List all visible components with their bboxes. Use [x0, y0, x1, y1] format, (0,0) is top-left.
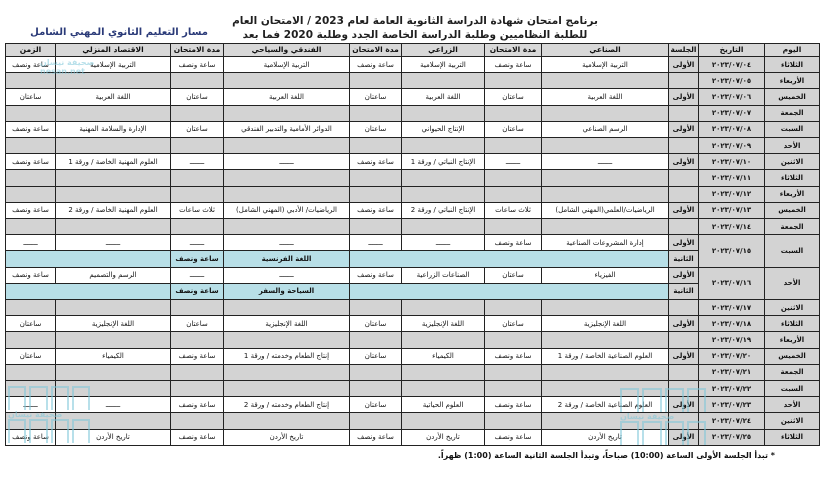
- subject-cell: التربية الإسلامية: [402, 57, 485, 73]
- subject-cell: [171, 381, 224, 397]
- subject-cell: [171, 332, 224, 348]
- subject-cell: [6, 138, 56, 154]
- subject-cell: [6, 219, 56, 235]
- subject-cell: [402, 105, 485, 121]
- subject-cell: [171, 170, 224, 186]
- subject-cell: [402, 364, 485, 380]
- subject-cell: تاريخ الأردن: [402, 429, 485, 445]
- subject-cell: [224, 364, 350, 380]
- subject-cell: اللغة العربية: [402, 89, 485, 105]
- day-cell: الثلاثاء: [765, 57, 820, 73]
- date-cell: ٢٠٢٣/٠٧/٢٤: [699, 413, 765, 429]
- subject-cell: [56, 219, 171, 235]
- subject-cell: العلوم الحياتية: [402, 397, 485, 413]
- subject-cell: [224, 170, 350, 186]
- date-cell: ٢٠٢٣/٠٧/١٠: [699, 154, 765, 170]
- subject-cell: [350, 251, 669, 267]
- subject-cell: [350, 413, 402, 429]
- session-cell: الأولى: [669, 121, 699, 137]
- day-cell: الخميس: [765, 89, 820, 105]
- subject-cell: [56, 332, 171, 348]
- day-cell: السبت: [765, 381, 820, 397]
- date-cell: ٢٠٢٣/٠٧/٠٥: [699, 73, 765, 89]
- subject-cell: [350, 300, 402, 316]
- subject-cell: [485, 219, 542, 235]
- column-header: اليوم: [765, 44, 820, 57]
- subject-cell: [350, 186, 402, 202]
- table-row: [6, 219, 820, 235]
- subject-cell: [542, 186, 669, 202]
- column-header: الزراعي: [402, 44, 485, 57]
- day-cell: الاثنين: [765, 413, 820, 429]
- column-header: الزمن: [6, 44, 56, 57]
- subject-cell: العلوم المهنية الخاصة / ورقة 2: [56, 202, 171, 218]
- date-cell: ٢٠٢٣/٠٧/١٧: [699, 300, 765, 316]
- subject-cell: الفيزياء: [542, 267, 669, 283]
- subject-cell: ساعتان: [350, 121, 402, 137]
- subject-cell: اللغة الإنجليزية: [542, 316, 669, 332]
- subject-cell: [542, 138, 669, 154]
- table-row: [6, 332, 820, 348]
- subject-cell: ساعة ونصف: [485, 235, 542, 251]
- watermark-logo-bottom-left: صحيفة نيسان: [8, 386, 90, 443]
- subject-cell: التربية الإسلامية: [56, 57, 171, 73]
- subject-cell: ساعة ونصف: [350, 429, 402, 445]
- subject-cell: ساعتان: [171, 121, 224, 137]
- date-cell: ٢٠٢٣/٠٧/١٩: [699, 332, 765, 348]
- subject-cell: [402, 332, 485, 348]
- exam-schedule-table: [5, 43, 820, 446]
- subject-cell: [542, 73, 669, 89]
- subject-cell: [56, 170, 171, 186]
- subject-cell: إنتاج الطعام وخدمته / ورقة 1: [224, 348, 350, 364]
- watermark-logo-bottom-right: صحيفة نيسان: [620, 388, 706, 445]
- subject-cell: [224, 105, 350, 121]
- subject-cell: [224, 332, 350, 348]
- session-cell: الأولى: [669, 397, 699, 413]
- column-header: التاريخ: [699, 44, 765, 57]
- date-cell: ٢٠٢٣/٠٧/١٤: [699, 219, 765, 235]
- subject-cell: [350, 283, 669, 299]
- table-row: [6, 105, 820, 121]
- subject-cell: [542, 364, 669, 380]
- subject-cell: ساعة ونصف: [171, 429, 224, 445]
- day-cell: الأربعاء: [765, 73, 820, 89]
- subject-cell: [350, 105, 402, 121]
- subject-cell: [485, 364, 542, 380]
- column-header: مدة الامتحان: [171, 44, 224, 57]
- date-cell: ٢٠٢٣/٠٧/٢٠: [699, 348, 765, 364]
- day-cell: الثلاثاء: [765, 170, 820, 186]
- subject-cell: ساعتان: [6, 348, 56, 364]
- subject-cell: الكيمياء: [56, 348, 171, 364]
- subject-cell: الدوائر الأمامية والتدبير الفندقي: [224, 121, 350, 137]
- subject-cell: ساعتان: [171, 316, 224, 332]
- subject-cell: [171, 219, 224, 235]
- subject-cell: [224, 300, 350, 316]
- session-cell: الأولى: [669, 267, 699, 283]
- date-cell: ٢٠٢٣/٠٧/٢٣: [699, 397, 765, 413]
- subject-cell: ساعة ونصف: [350, 267, 402, 283]
- subject-cell: ساعتان: [350, 348, 402, 364]
- session-cell: [669, 105, 699, 121]
- date-cell: ٢٠٢٣/٠٧/٠٤: [699, 57, 765, 73]
- day-cell: الأحد: [765, 267, 820, 299]
- session-cell: [669, 332, 699, 348]
- date-cell: ٢٠٢٣/٠٧/٠٨: [699, 121, 765, 137]
- table-row: [6, 348, 820, 364]
- subject-cell: [224, 73, 350, 89]
- subject-cell: [542, 219, 669, 235]
- subject-cell: الإنتاج الحيواني: [402, 121, 485, 137]
- table-row: [6, 121, 820, 137]
- subject-cell: [171, 413, 224, 429]
- subject-cell: ساعة ونصف: [171, 57, 224, 73]
- subject-cell: إنتاج الطعام وخدمته / ورقة 2: [224, 397, 350, 413]
- subject-cell: التربية الإسلامية: [224, 57, 350, 73]
- subject-cell: ساعتان: [485, 316, 542, 332]
- table-row-second-session: [6, 251, 820, 267]
- subject-cell: [6, 364, 56, 380]
- table-header-row: [6, 44, 820, 57]
- subject-cell: تاريخ الأردن: [542, 429, 669, 445]
- table-row: [6, 138, 820, 154]
- subject-cell: [485, 300, 542, 316]
- subject-cell: [485, 413, 542, 429]
- title-line-1: برنامج امتحان شهادة الدراسة الثانوية العامة لعام 2023 / الامتحان العام: [232, 15, 598, 27]
- session-cell: الأولى: [669, 429, 699, 445]
- session-cell: الأولى: [669, 89, 699, 105]
- subject-cell: الإنتاج النباتي / ورقة 2: [402, 202, 485, 218]
- subject-cell: [56, 105, 171, 121]
- date-cell: ٢٠٢٣/٠٧/٢٢: [699, 381, 765, 397]
- day-cell: الاثنين: [765, 154, 820, 170]
- session-cell: [669, 364, 699, 380]
- day-cell: الأربعاء: [765, 332, 820, 348]
- subject-cell: [171, 138, 224, 154]
- session-cell: الثانية: [669, 283, 699, 299]
- session-cell: الأولى: [669, 202, 699, 218]
- subject-cell: ساعة ونصف: [6, 429, 56, 445]
- subject-cell: العلوم الصناعية الخاصة / ورقة 2: [542, 397, 669, 413]
- subject-cell: [402, 73, 485, 89]
- subject-cell: ـــــــ: [56, 397, 171, 413]
- session-cell: [669, 186, 699, 202]
- subject-cell: ساعتان: [485, 121, 542, 137]
- subject-cell: ساعة ونصف: [6, 121, 56, 137]
- table-row: [6, 170, 820, 186]
- subject-cell: [402, 138, 485, 154]
- subject-cell: [542, 300, 669, 316]
- subject-cell: ـــــــ: [56, 235, 171, 251]
- subject-cell: الرياضيات/العلمي(المهني الشامل): [542, 202, 669, 218]
- day-cell: السبت: [765, 121, 820, 137]
- subject-cell: [402, 300, 485, 316]
- second-session-duration: ساعة ونصف: [171, 283, 224, 299]
- subject-cell: ساعة ونصف: [485, 348, 542, 364]
- session-cell: الأولى: [669, 154, 699, 170]
- date-cell: ٢٠٢٣/٠٧/٠٦: [699, 89, 765, 105]
- date-cell: ٢٠٢٣/٠٧/٢١: [699, 364, 765, 380]
- subject-cell: ساعتان: [6, 89, 56, 105]
- subject-cell: [350, 170, 402, 186]
- session-cell: الثانية: [669, 251, 699, 267]
- column-header: مدة الامتحان: [350, 44, 402, 57]
- subject-cell: [56, 364, 171, 380]
- table-row: [6, 186, 820, 202]
- subject-cell: [6, 170, 56, 186]
- subject-cell: ـــــــ: [171, 235, 224, 251]
- session-cell: الأولى: [669, 235, 699, 251]
- date-cell: ٢٠٢٣/٠٧/٢٥: [699, 429, 765, 445]
- subject-cell: ـــــــ: [485, 154, 542, 170]
- subject-cell: [171, 105, 224, 121]
- subject-cell: [485, 170, 542, 186]
- second-session-subject: السياحة والسفر: [224, 283, 350, 299]
- day-cell: الأربعاء: [765, 186, 820, 202]
- subject-cell: ـــــــ: [350, 235, 402, 251]
- track-line-1: مسار التعليم الثانوي المهني الشامل: [30, 27, 208, 38]
- subject-cell: ثلاث ساعات: [485, 202, 542, 218]
- subject-cell: ـــــــ: [402, 235, 485, 251]
- subject-cell: الصناعات الزراعية: [402, 267, 485, 283]
- subject-cell: العلوم المهنية الخاصة / ورقة 1: [56, 154, 171, 170]
- subject-cell: اللغة العربية: [542, 89, 669, 105]
- subject-cell: الرسم والتصميم: [56, 267, 171, 283]
- table-row: [6, 235, 820, 251]
- day-cell: الاثنين: [765, 300, 820, 316]
- subject-cell: [224, 219, 350, 235]
- table-row: [6, 202, 820, 218]
- subject-cell: ـــــــ: [224, 154, 350, 170]
- subject-cell: ساعة ونصف: [485, 57, 542, 73]
- subject-cell: اللغة العربية: [56, 89, 171, 105]
- column-header: مدة الامتحان: [485, 44, 542, 57]
- watermark-logo: صحيفة نيسان nesan.net: [40, 58, 95, 76]
- subject-cell: الكيمياء: [402, 348, 485, 364]
- session-cell: [669, 73, 699, 89]
- subject-cell: ـــــــ: [542, 154, 669, 170]
- subject-cell: [224, 138, 350, 154]
- subject-cell: ـــــــ: [6, 397, 56, 413]
- column-header: الصناعي: [542, 44, 669, 57]
- table-row: [6, 267, 820, 283]
- session-cell: الأولى: [669, 57, 699, 73]
- subject-cell: [350, 381, 402, 397]
- session-cell: الأولى: [669, 316, 699, 332]
- subject-cell: ساعتان: [6, 316, 56, 332]
- subject-cell: ساعة ونصف: [485, 429, 542, 445]
- subject-cell: [56, 186, 171, 202]
- subject-cell: [6, 251, 171, 267]
- subject-cell: [350, 219, 402, 235]
- subject-cell: ساعتان: [350, 89, 402, 105]
- subject-cell: ساعة ونصف: [6, 154, 56, 170]
- subject-cell: ـــــــ: [6, 235, 56, 251]
- subject-cell: ثلاث ساعات: [171, 202, 224, 218]
- subject-cell: ـــــــ: [171, 154, 224, 170]
- day-cell: الخميس: [765, 202, 820, 218]
- subject-cell: [542, 105, 669, 121]
- subject-cell: الإدارة والسلامة المهنية: [56, 121, 171, 137]
- subject-cell: اللغة الإنجليزية: [56, 316, 171, 332]
- day-cell: الجمعة: [765, 105, 820, 121]
- day-cell: الثلاثاء: [765, 429, 820, 445]
- date-cell: ٢٠٢٣/٠٧/١١: [699, 170, 765, 186]
- subject-cell: ساعة ونصف: [6, 57, 56, 73]
- subject-cell: [485, 105, 542, 121]
- table-row: [6, 57, 820, 73]
- subject-cell: [171, 300, 224, 316]
- date-cell: ٢٠٢٣/٠٧/١٥: [699, 235, 765, 267]
- subject-cell: ساعتان: [485, 267, 542, 283]
- session-cell: [669, 300, 699, 316]
- column-header: الجلسة: [669, 44, 699, 57]
- subject-cell: [171, 364, 224, 380]
- session-cell: [669, 138, 699, 154]
- subject-cell: اللغة الإنجليزية: [224, 316, 350, 332]
- table-row: [6, 89, 820, 105]
- table-row: [6, 154, 820, 170]
- date-cell: ٢٠٢٣/٠٧/١٨: [699, 316, 765, 332]
- subject-cell: التربية الإسلامية: [542, 57, 669, 73]
- subject-cell: ساعتان: [171, 89, 224, 105]
- subject-cell: الإنتاج النباتي / ورقة 1: [402, 154, 485, 170]
- date-cell: ٢٠٢٣/٠٧/٠٩: [699, 138, 765, 154]
- subject-cell: إدارة المشروعات الصناعية: [542, 235, 669, 251]
- subject-cell: [6, 300, 56, 316]
- subject-cell: [350, 73, 402, 89]
- subject-cell: ساعتان: [485, 89, 542, 105]
- subject-cell: [224, 413, 350, 429]
- track-title: [8, 27, 224, 39]
- subject-cell: ساعة ونصف: [485, 397, 542, 413]
- table-row: [6, 364, 820, 380]
- subject-cell: اللغة العربية: [224, 89, 350, 105]
- subject-cell: تاريخ الأردن: [224, 429, 350, 445]
- subject-cell: [485, 138, 542, 154]
- subject-cell: [350, 364, 402, 380]
- second-session-duration: ساعة ونصف: [171, 251, 224, 267]
- table-row: [6, 73, 820, 89]
- second-session-subject: اللغة الفرنسية: [224, 251, 350, 267]
- table-row-second-session: [6, 283, 820, 299]
- subject-cell: [542, 170, 669, 186]
- subject-cell: [485, 381, 542, 397]
- subject-cell: [6, 332, 56, 348]
- title-line-2: للطلبة النظاميين وطلبة الدراسة الخاصة الجدد وطلبة 2020 فما بعد: [242, 29, 588, 41]
- subject-cell: [350, 138, 402, 154]
- day-cell: الأحد: [765, 138, 820, 154]
- subject-cell: ساعتان: [350, 397, 402, 413]
- subject-cell: [6, 105, 56, 121]
- subject-cell: اللغة الإنجليزية: [402, 316, 485, 332]
- subject-cell: ـــــــ: [224, 267, 350, 283]
- footnote: * تبدأ الجلسة الأولى الساعة (10:00) صباحاً، وتبدأ الجلسة الثانية الساعة (1:00) ظهراً.: [437, 451, 775, 460]
- day-cell: السبت: [765, 235, 820, 267]
- session-cell: الأولى: [669, 348, 699, 364]
- table-row: [6, 316, 820, 332]
- column-header: الاقتصاد المنزلي: [56, 44, 171, 57]
- subject-cell: [485, 332, 542, 348]
- subject-cell: تاريخ الأردن: [56, 429, 171, 445]
- subject-cell: [350, 332, 402, 348]
- subject-cell: [402, 186, 485, 202]
- date-cell: ٢٠٢٣/٠٧/٠٧: [699, 105, 765, 121]
- subject-cell: [485, 73, 542, 89]
- subject-cell: [402, 170, 485, 186]
- subject-cell: العلوم الصناعية الخاصة / ورقة 1: [542, 348, 669, 364]
- session-cell: [669, 219, 699, 235]
- subject-cell: ساعة ونصف: [350, 154, 402, 170]
- subject-cell: ساعة ونصف: [171, 348, 224, 364]
- day-cell: الجمعة: [765, 364, 820, 380]
- subject-cell: [171, 186, 224, 202]
- subject-cell: ساعة ونصف: [171, 397, 224, 413]
- subject-cell: ساعتان: [350, 316, 402, 332]
- day-cell: الجمعة: [765, 219, 820, 235]
- document-title: [230, 14, 600, 42]
- subject-cell: [224, 186, 350, 202]
- subject-cell: [6, 283, 171, 299]
- subject-cell: [224, 381, 350, 397]
- column-header: الفندقي والسياحي: [224, 44, 350, 57]
- subject-cell: [56, 138, 171, 154]
- subject-cell: ساعة ونصف: [350, 57, 402, 73]
- subject-cell: ـــــــ: [224, 235, 350, 251]
- date-cell: ٢٠٢٣/٠٧/١٦: [699, 267, 765, 299]
- subject-cell: [6, 186, 56, 202]
- session-cell: [669, 170, 699, 186]
- date-cell: ٢٠٢٣/٠٧/١٢: [699, 186, 765, 202]
- subject-cell: ساعة ونصف: [6, 267, 56, 283]
- date-cell: ٢٠٢٣/٠٧/١٣: [699, 202, 765, 218]
- subject-cell: الرياضيات/ الأدبي (المهني الشامل): [224, 202, 350, 218]
- day-cell: الأحد: [765, 397, 820, 413]
- subject-cell: [402, 381, 485, 397]
- day-cell: الثلاثاء: [765, 316, 820, 332]
- subject-cell: ساعة ونصف: [6, 202, 56, 218]
- subject-cell: [402, 219, 485, 235]
- subject-cell: الرسم الصناعي: [542, 121, 669, 137]
- subject-cell: [485, 186, 542, 202]
- subject-cell: [402, 413, 485, 429]
- subject-cell: [171, 73, 224, 89]
- table-row: [6, 300, 820, 316]
- subject-cell: [542, 332, 669, 348]
- subject-cell: ـــــــ: [171, 267, 224, 283]
- day-cell: الخميس: [765, 348, 820, 364]
- subject-cell: ساعة ونصف: [350, 202, 402, 218]
- subject-cell: [56, 300, 171, 316]
